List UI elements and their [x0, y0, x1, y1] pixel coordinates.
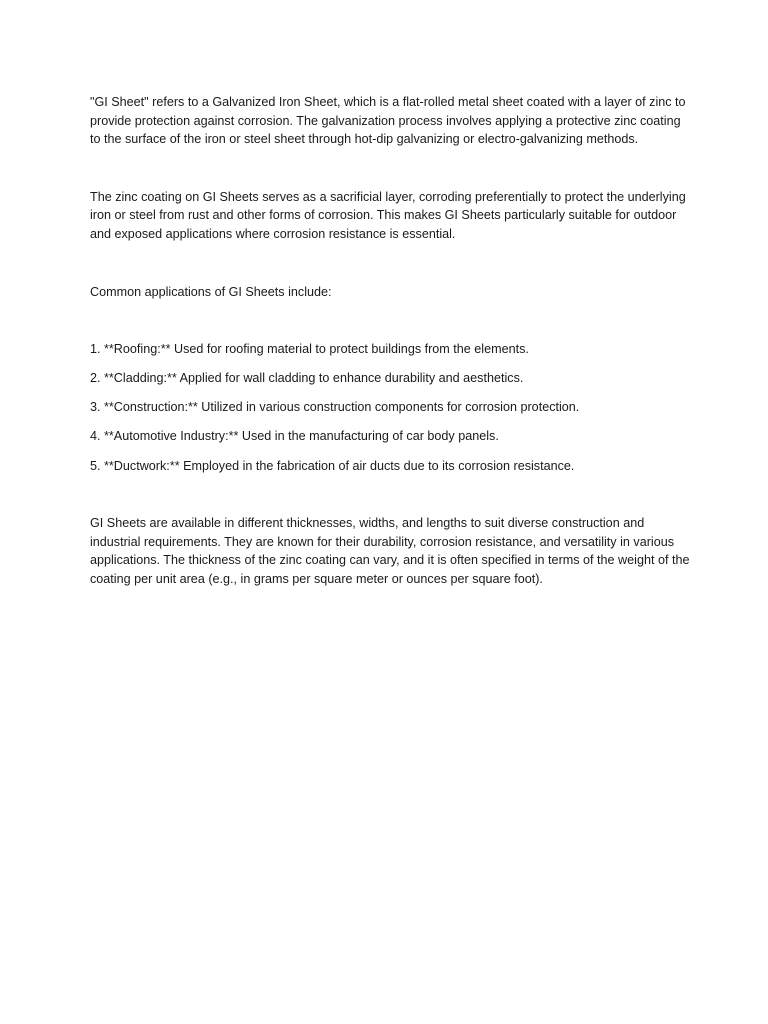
document-body: [90, 93, 690, 589]
list-item-construction: 3. **Construction:** Utilized in various construction components for corrosion protection.: [90, 400, 580, 415]
applications-heading: Common applications of GI Sheets include:: [90, 284, 332, 299]
applications-list: [90, 340, 690, 475]
list-item-roofing: 1. **Roofing:** Used for roofing material to protect buildings from the elements.: [90, 342, 529, 357]
zinc-coating-paragraph: The zinc coating on GI Sheets serves as a sacrificial layer, corroding preferentially to protect the underlying iron or steel from rust and other forms of corrosion. This makes GI Sheets particularly suitable for outdoor and exposed applications where corrosion resistance is essential.: [90, 189, 686, 241]
list-item-automotive: 4. **Automotive Industry:** Used in the manufacturing of car body panels.: [90, 429, 499, 444]
list-item-cladding: 2. **Cladding:** Applied for wall cladding to enhance durability and aesthetics.: [90, 371, 524, 386]
intro-paragraph: "GI Sheet" refers to a Galvanized Iron Sheet, which is a flat-rolled metal sheet coated with a layer of zinc to provide protection against corrosion. The galvanization process involves applying a protective zinc coating to the surface of the iron or steel sheet through hot-dip galvanizing or electro-galvanizing methods.: [90, 95, 686, 147]
availability-paragraph: GI Sheets are available in different thicknesses, widths, and lengths to suit diverse construction and industrial requirements. They are known for their durability, corrosion resistance, and versatility in various applications. The thickness of the zinc coating can vary, and it is often specified in terms of the weight of the coating per unit area (e.g., in grams per square meter or ounces per square foot).: [90, 516, 690, 586]
list-item-ductwork: 5. **Ductwork:** Employed in the fabrication of air ducts due to its corrosion resistance.: [90, 458, 575, 473]
